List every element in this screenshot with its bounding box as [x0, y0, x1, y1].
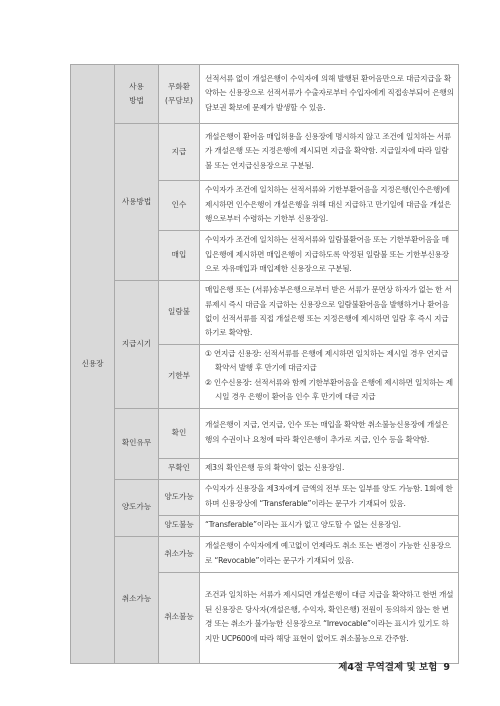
subtype-cell: 기한부 [159, 345, 200, 409]
description-cell [200, 345, 459, 409]
list-item: ② 인수신용장: 선적서류와 함께 기한부환어음을 은행에 제시하면 일치하는 제시일 경우 은행이 환어음 인수 후 만기에 대금 지급 [205, 377, 453, 402]
table-row [71, 124, 459, 181]
description-cell: 개설은행이 수익자에게 예고없이 언제라도 취소 또는 변경이 가능한 신용장으로 “Revocable”이라는 문구가 기재되어 있음. [200, 536, 459, 572]
subtype-cell: 무화환 (무담보) [159, 65, 200, 124]
page-number: 9 [443, 662, 450, 673]
category-cell: 사용방법 [115, 124, 159, 281]
description-cell: “Transferable”이라는 표시가 없고 양도할 수 없는 신용장임. [200, 515, 459, 536]
description-cell: 개설은행이 환어음 매입허용을 신용장에 명시하지 않고 조건에 일치하는 서류가 개설은행 또는 지정은행에 제시되면 지급을 확약함. 지급일자에 따라 일람불 또는 연지급신용장으로 구분됨. [200, 124, 459, 181]
subtype-cell: 무확인 [159, 458, 200, 479]
description-cell: 제3의 확인은행 등의 확약이 없는 신용장임. [200, 458, 459, 479]
root-category-cell: 신용장 [71, 65, 115, 664]
subtype-cell: 양도불능 [159, 515, 200, 536]
description-cell: 수익자가 신용장을 제3자에게 금액의 전부 또는 일부를 양도 가능함. 1회에 한하며 신용장상에 “Transferable”이라는 문구가 기재되어 있음. [200, 479, 459, 515]
table-row [71, 479, 459, 515]
subtype-cell: 매입 [159, 231, 200, 281]
subtype-cell: 확인 [159, 408, 200, 458]
subtype-cell: 취소불능 [159, 572, 200, 663]
description-cell: 매입은행 또는 (서류)송부은행으로부터 받은 서류가 문면상 하자가 없는 한 서류제시 즉시 대금을 지급하는 신용장으로 일람불환어음을 발행하거나 환어음 없이 선적서류를 직접 개설은행 또는 지정은행에 제시하면 일람 후 즉시 지급하기로 확약함. [200, 281, 459, 345]
subtype-cell: 지급 [159, 124, 200, 181]
table-row [71, 536, 459, 572]
category-cell: 확인유무 [115, 408, 159, 479]
description-cell: 수익자가 조건에 일치하는 선적서류와 기한부환어음을 지정은행(인수은행)에 제시하면 인수은행이 개설은행을 위해 대신 지급하고 만기일에 대금을 개설은행으로부터 수령하는 기한부 신용장임. [200, 181, 459, 231]
description-cell: 개설은행이 지급, 연지급, 인수 또는 매입을 확약한 취소불능신용장에 개설은행의 수권이나 요청에 따라 확인은행이 추가로 지급, 인수 등을 확약함. [200, 408, 459, 458]
category-cell: 지급시기 [115, 281, 159, 409]
subtype-cell: 일람불 [159, 281, 200, 345]
category-cell: 사용 방법 [115, 65, 159, 124]
description-cell: 선적서류 없이 개설은행이 수익자에 의해 발행된 환어음만으로 대금지급을 확약하는 신용장으로 선적서류가 수출자로부터 수입자에게 직접송부되어 은행의 담보권 확보에 문제가 발생할 수 있음. [200, 65, 459, 124]
table-row [71, 408, 459, 458]
table-row [71, 281, 459, 345]
table-row [71, 65, 459, 124]
category-cell: 양도가능 [115, 479, 159, 536]
footer-section-title: 제4절 무역결제 및 보험 [338, 662, 438, 673]
list-item: ① 연지급 신용장: 선적서류를 은행에 제시하면 일치하는 제시일 경우 연지급확약서 발행 후 만기에 대금지급 [205, 349, 448, 373]
subtype-cell: 인수 [159, 181, 200, 231]
lc-types-table [70, 64, 459, 664]
subtype-cell: 양도가능 [159, 479, 200, 515]
page-footer [338, 659, 450, 673]
deferred-payment-list [205, 347, 454, 405]
category-cell: 취소가능 [115, 536, 159, 663]
description-cell: 수익자가 조건에 일치하는 선적서류와 일람불환어음 또는 기한부환어음을 매입은행에 제시하면 매입은행이 지급하도록 약정된 일람불 또는 기한부신용장으로 자유매입과 매입제한 신용장으로 구분됨. [200, 231, 459, 281]
subtype-cell: 취소가능 [159, 536, 200, 572]
description-cell: 조건과 일치하는 서류가 제시되면 개설은행이 대금 지급을 확약하고 한번 개설된 신용장은 당사자(개설은행, 수익자, 확인은행) 전원이 동의하지 않는 한 변경 또는 취소가 불가능한 신용장으로 “Irrevocable”이라는 표시가 있기도 하지만 UCP600에 따라 해당 표현이 없어도 취소불능으로 간주함. [200, 572, 459, 663]
